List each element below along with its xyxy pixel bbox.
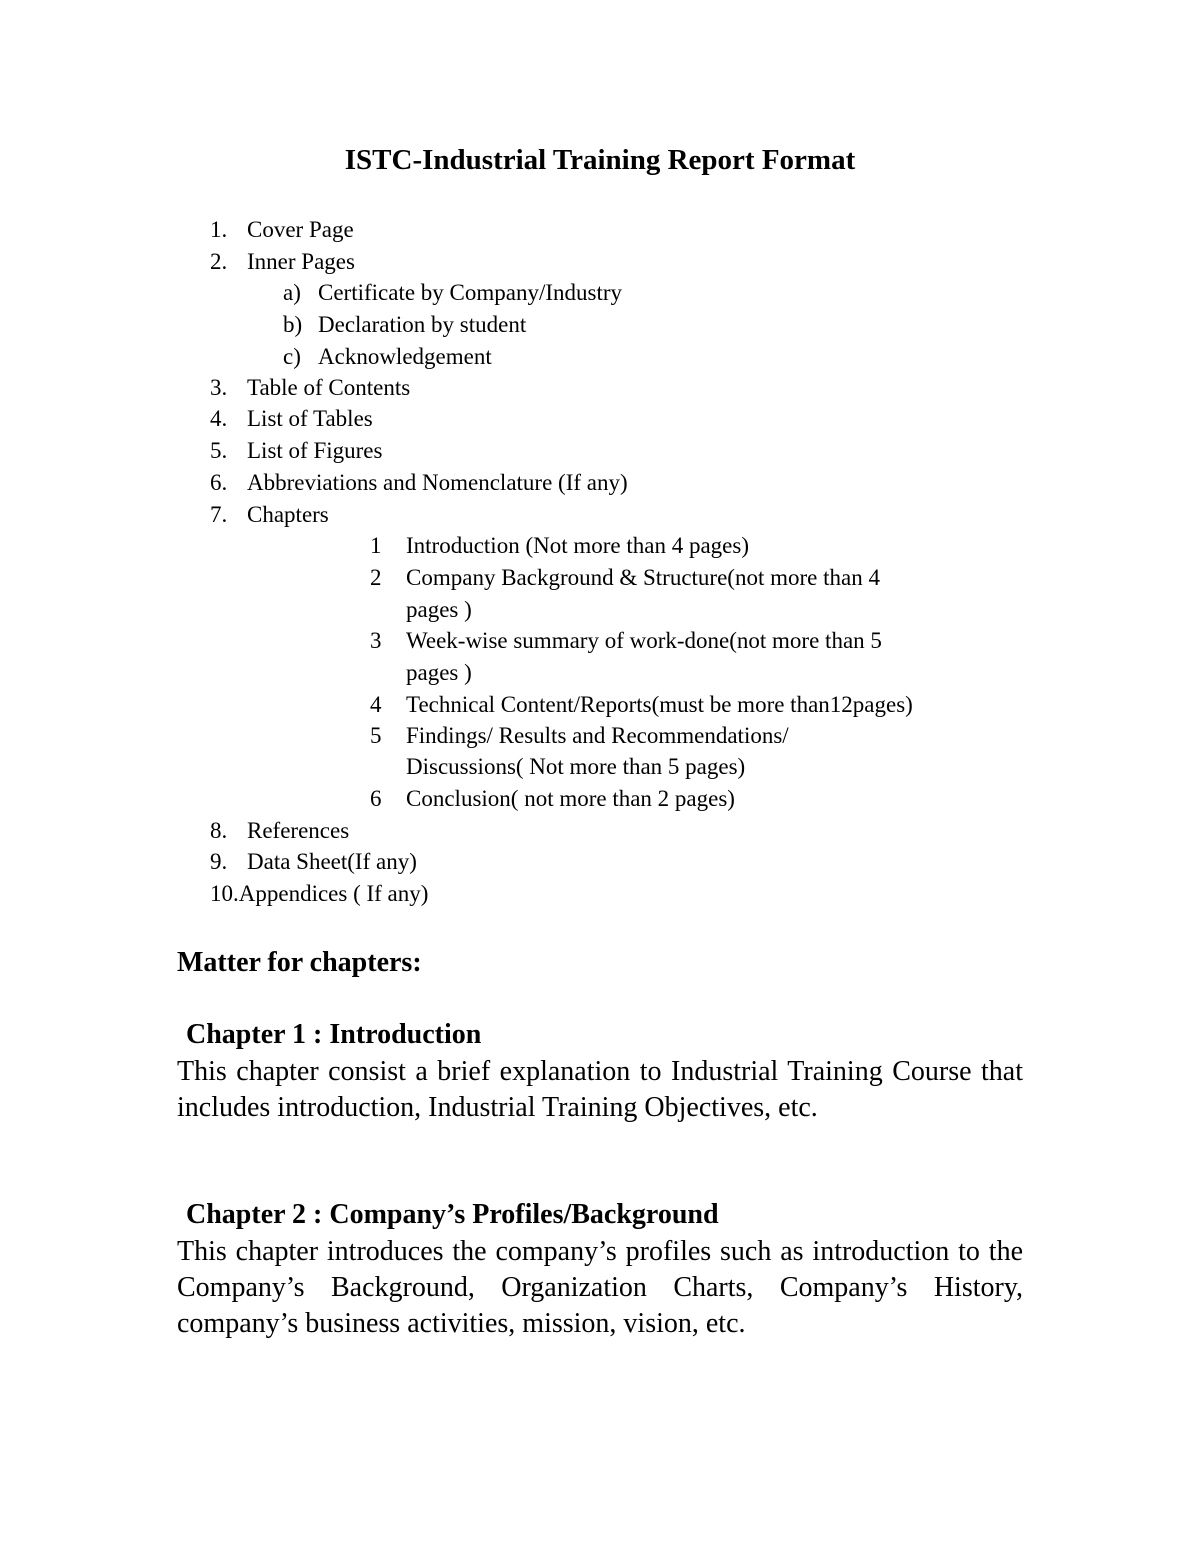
list-number: 3 [370, 628, 382, 653]
list-number: 4. [210, 406, 228, 431]
list-text: Certificate by Company/Industry [318, 280, 623, 305]
list-text: Technical Content/Reports(must be more than12pages) [406, 692, 913, 717]
list-number: 5 [370, 723, 382, 748]
list-letter: b) [283, 312, 303, 337]
list-text: Inner Pages [247, 249, 355, 274]
list-number: 3. [210, 375, 228, 400]
list-text: Table of Contents [247, 375, 411, 400]
matter-heading: Matter for chapters: [177, 947, 422, 978]
list-number: 2 [370, 565, 382, 590]
list-text: Declaration by student [318, 312, 527, 337]
list-text: pages ) [406, 597, 472, 622]
list-text: Company Background & Structure(not more than 4 [406, 565, 880, 590]
list-number: 6. [210, 470, 228, 495]
list-text: List of Tables [247, 406, 373, 431]
list-letter: c) [283, 344, 301, 369]
list-number: 6 [370, 786, 382, 811]
list-number: 7. [210, 502, 228, 527]
list-text: Findings/ Results and Recommendations/ [406, 723, 789, 748]
chapter-1-body: This chapter consist a brief explanation to Industrial Training Course that includes introduction, Industrial Training Objectives, etc. [177, 1056, 1023, 1123]
list-text: List of Figures [247, 438, 383, 463]
document-title: ISTC-Industrial Training Report Format [344, 144, 856, 176]
list-text: Data Sheet(If any) [247, 849, 417, 874]
list-number: 5. [210, 438, 228, 463]
list-number: 8. [210, 818, 228, 843]
list-text: pages ) [406, 660, 472, 685]
list-letter: a) [283, 280, 301, 305]
chapter-1-heading: Chapter 1 : Introduction [186, 1019, 482, 1050]
list-text: Week-wise summary of work-done(not more than 5 [406, 628, 882, 653]
list-number: 1 [370, 533, 382, 558]
list-number: 9. [210, 849, 228, 874]
list-number: 2. [210, 249, 228, 274]
list-text: Conclusion( not more than 2 pages) [406, 786, 735, 811]
list-number: 4 [370, 692, 382, 717]
list-text: References [247, 818, 350, 843]
chapter-2-heading: Chapter 2 : Company’s Profiles/Background [186, 1199, 719, 1230]
chapter-2-body: This chapter introduces the company’s profiles such as introduction to the Company’s Background, Organization Charts, Company’s History, company’s business activities, mission, vision, etc. [177, 1236, 1023, 1339]
list-text: Introduction (Not more than 4 pages) [406, 533, 749, 558]
list-text: Cover Page [247, 217, 354, 242]
list-number: 1. [210, 217, 228, 242]
list-text: Chapters [247, 502, 329, 527]
list-text: Acknowledgement [318, 344, 492, 369]
list-text: Discussions( Not more than 5 pages) [406, 754, 746, 779]
list-text: Abbreviations and Nomenclature (If any) [247, 470, 628, 495]
list-text: 10.Appendices ( If any) [210, 881, 429, 906]
